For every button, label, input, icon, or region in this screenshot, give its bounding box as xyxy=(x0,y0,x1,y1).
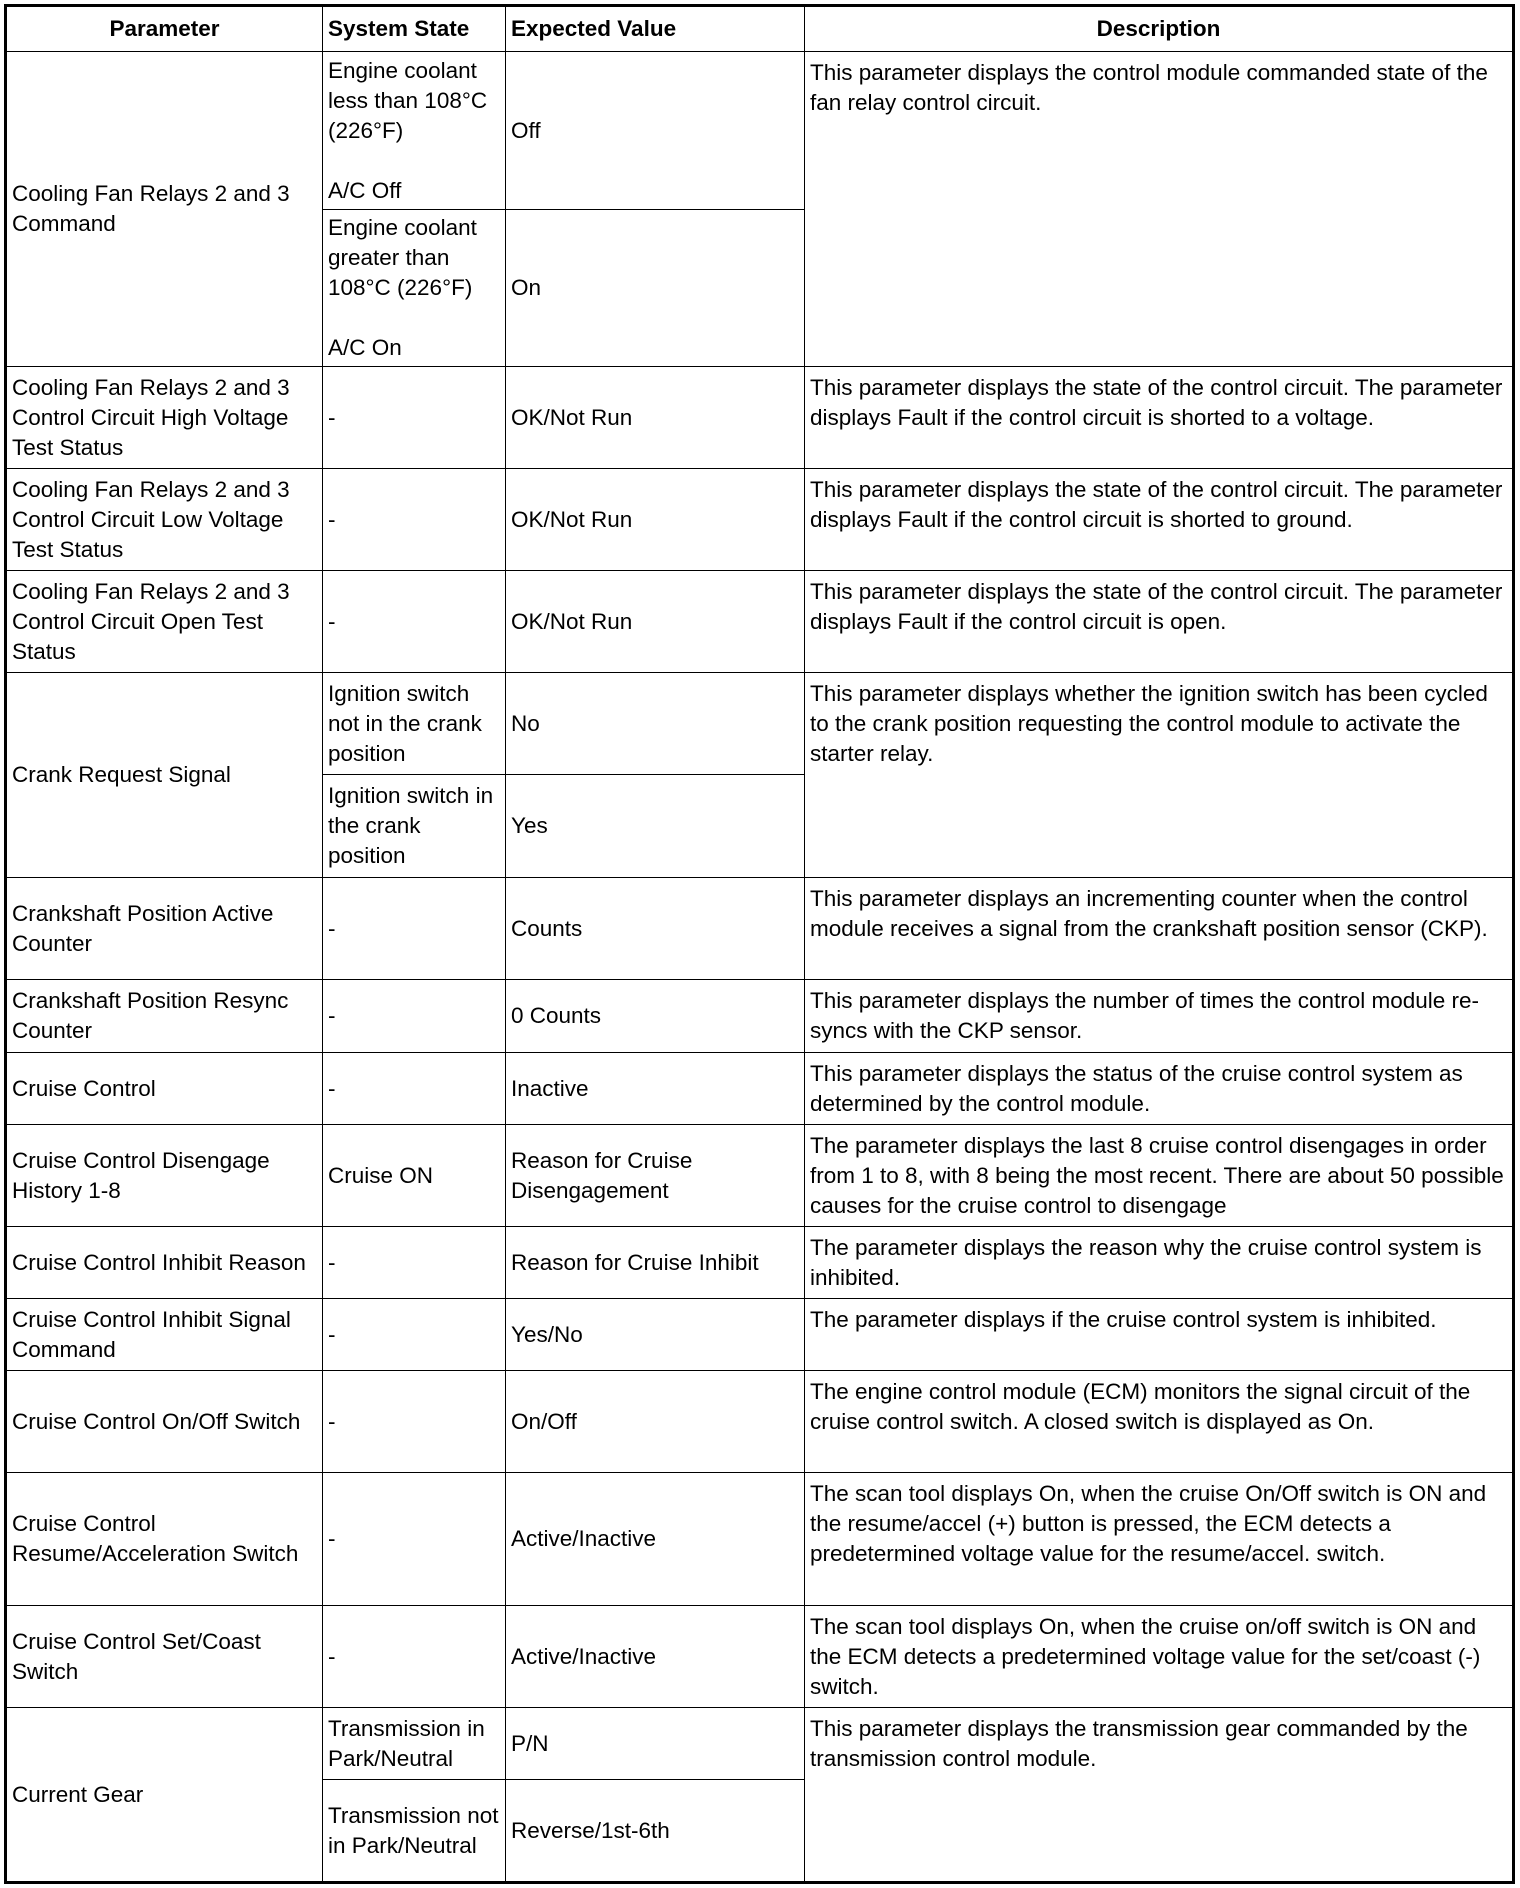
expected-value-cell: On xyxy=(506,210,805,367)
expected-value-cell: On/Off xyxy=(506,1371,805,1473)
parameter-cell: Crankshaft Position Resync Counter xyxy=(6,980,323,1053)
description-cell: The parameter displays the reason why the cruise control system is inhibited. xyxy=(805,1227,1514,1299)
system-state-cell: Ignition switch in the crank position xyxy=(323,775,506,878)
parameter-cell: Cooling Fan Relays 2 and 3 Control Circuit Low Voltage Test Status xyxy=(6,469,323,571)
parameter-cell: Crankshaft Position Active Counter xyxy=(6,878,323,980)
expected-value-cell: Active/Inactive xyxy=(506,1606,805,1708)
description-cell: This parameter displays whether the ignition switch has been cycled to the crank position requesting the control module to activate the starter relay. xyxy=(805,673,1514,878)
parameter-cell: Cruise Control On/Off Switch xyxy=(6,1371,323,1473)
expected-value-cell: No xyxy=(506,673,805,775)
description-cell: This parameter displays the number of times the control module re-syncs with the CKP sensor. xyxy=(805,980,1514,1053)
system-state-cell: Engine coolant less than 108°C (226°F) A/C Off xyxy=(323,52,506,210)
expected-value-cell: Yes/No xyxy=(506,1299,805,1371)
header-system-state: System State xyxy=(323,6,506,52)
table-row xyxy=(6,1371,1514,1473)
expected-value-cell: OK/Not Run xyxy=(506,571,805,673)
parameter-cell: Cooling Fan Relays 2 and 3 Control Circuit Open Test Status xyxy=(6,571,323,673)
table-row xyxy=(6,673,1514,775)
expected-value-cell: OK/Not Run xyxy=(506,367,805,469)
system-state-cell: Cruise ON xyxy=(323,1125,506,1227)
table-row xyxy=(6,878,1514,980)
expected-value-cell: Reverse/1st-6th xyxy=(506,1780,805,1883)
system-state-cell: - xyxy=(323,1053,506,1125)
parameter-cell: Current Gear xyxy=(6,1708,323,1883)
parameter-cell: Cooling Fan Relays 2 and 3 Command xyxy=(6,52,323,367)
description-cell: This parameter displays the transmission gear commanded by the transmission control module. xyxy=(805,1708,1514,1883)
parameter-cell: Cruise Control Inhibit Reason xyxy=(6,1227,323,1299)
table-row xyxy=(6,52,1514,210)
expected-value-cell: Counts xyxy=(506,878,805,980)
expected-value-cell: Active/Inactive xyxy=(506,1473,805,1606)
system-state-cell: - xyxy=(323,1371,506,1473)
table-row xyxy=(6,980,1514,1053)
expected-value-cell: Reason for Cruise Disengagement xyxy=(506,1125,805,1227)
table-row xyxy=(6,1053,1514,1125)
parameter-cell: Cruise Control xyxy=(6,1053,323,1125)
table-row xyxy=(6,1606,1514,1708)
table-row xyxy=(6,1708,1514,1780)
table-row xyxy=(6,1299,1514,1371)
expected-value-cell: OK/Not Run xyxy=(506,469,805,571)
parameter-cell: Cruise Control Set/Coast Switch xyxy=(6,1606,323,1708)
parameter-cell: Cooling Fan Relays 2 and 3 Control Circuit High Voltage Test Status xyxy=(6,367,323,469)
system-state-cell: - xyxy=(323,1227,506,1299)
header-expected-value: Expected Value xyxy=(506,6,805,52)
system-state-cell: - xyxy=(323,1606,506,1708)
description-cell: This parameter displays the state of the control circuit. The parameter displays Fault if the control circuit is shorted to ground. xyxy=(805,469,1514,571)
system-state-cell: - xyxy=(323,469,506,571)
description-cell: This parameter displays the control module commanded state of the fan relay control circuit. xyxy=(805,52,1514,367)
table-row xyxy=(6,1473,1514,1606)
system-state-cell: - xyxy=(323,367,506,469)
table-row xyxy=(6,571,1514,673)
system-state-cell: - xyxy=(323,571,506,673)
header-parameter: Parameter xyxy=(6,6,323,52)
expected-value-cell: Reason for Cruise Inhibit xyxy=(506,1227,805,1299)
parameter-table xyxy=(4,4,1515,1884)
expected-value-cell: Off xyxy=(506,52,805,210)
parameter-cell: Cruise Control Disengage History 1-8 xyxy=(6,1125,323,1227)
expected-value-cell: P/N xyxy=(506,1708,805,1780)
description-cell: The scan tool displays On, when the cruise on/off switch is ON and the ECM detects a predetermined voltage value for the set/coast (-) switch. xyxy=(805,1606,1514,1708)
table-row xyxy=(6,469,1514,571)
table-row xyxy=(6,1125,1514,1227)
description-cell: This parameter displays an incrementing counter when the control module receives a signal from the crankshaft position sensor (CKP). xyxy=(805,878,1514,980)
description-cell: The parameter displays the last 8 cruise control disengages in order from 1 to 8, with 8 being the most recent. There are about 50 possible causes for the cruise control to disengage xyxy=(805,1125,1514,1227)
system-state-cell: Engine coolant greater than 108°C (226°F) A/C On xyxy=(323,210,506,367)
expected-value-cell: Inactive xyxy=(506,1053,805,1125)
system-state-cell: Ignition switch not in the crank position xyxy=(323,673,506,775)
parameter-cell: Cruise Control Inhibit Signal Command xyxy=(6,1299,323,1371)
system-state-cell: - xyxy=(323,980,506,1053)
description-cell: The engine control module (ECM) monitors the signal circuit of the cruise control switch. A closed switch is displayed as On. xyxy=(805,1371,1514,1473)
table-row xyxy=(6,367,1514,469)
parameter-cell: Cruise Control Resume/Acceleration Switch xyxy=(6,1473,323,1606)
table-header-row xyxy=(6,6,1514,52)
table-row xyxy=(6,1227,1514,1299)
expected-value-cell: 0 Counts xyxy=(506,980,805,1053)
system-state-cell: - xyxy=(323,1473,506,1606)
system-state-cell: Transmission in Park/Neutral xyxy=(323,1708,506,1780)
system-state-cell: Transmission not in Park/Neutral xyxy=(323,1780,506,1883)
description-cell: This parameter displays the state of the control circuit. The parameter displays Fault if the control circuit is shorted to a voltage. xyxy=(805,367,1514,469)
parameter-cell: Crank Request Signal xyxy=(6,673,323,878)
header-description: Description xyxy=(805,6,1514,52)
description-cell: The parameter displays if the cruise control system is inhibited. xyxy=(805,1299,1514,1371)
expected-value-cell: Yes xyxy=(506,775,805,878)
description-cell: This parameter displays the status of the cruise control system as determined by the control module. xyxy=(805,1053,1514,1125)
description-cell: The scan tool displays On, when the cruise On/Off switch is ON and the resume/accel (+) button is pressed, the ECM detects a predetermined voltage value for the resume/accel. switch. xyxy=(805,1473,1514,1606)
description-cell: This parameter displays the state of the control circuit. The parameter displays Fault if the control circuit is open. xyxy=(805,571,1514,673)
system-state-cell: - xyxy=(323,1299,506,1371)
system-state-cell: - xyxy=(323,878,506,980)
